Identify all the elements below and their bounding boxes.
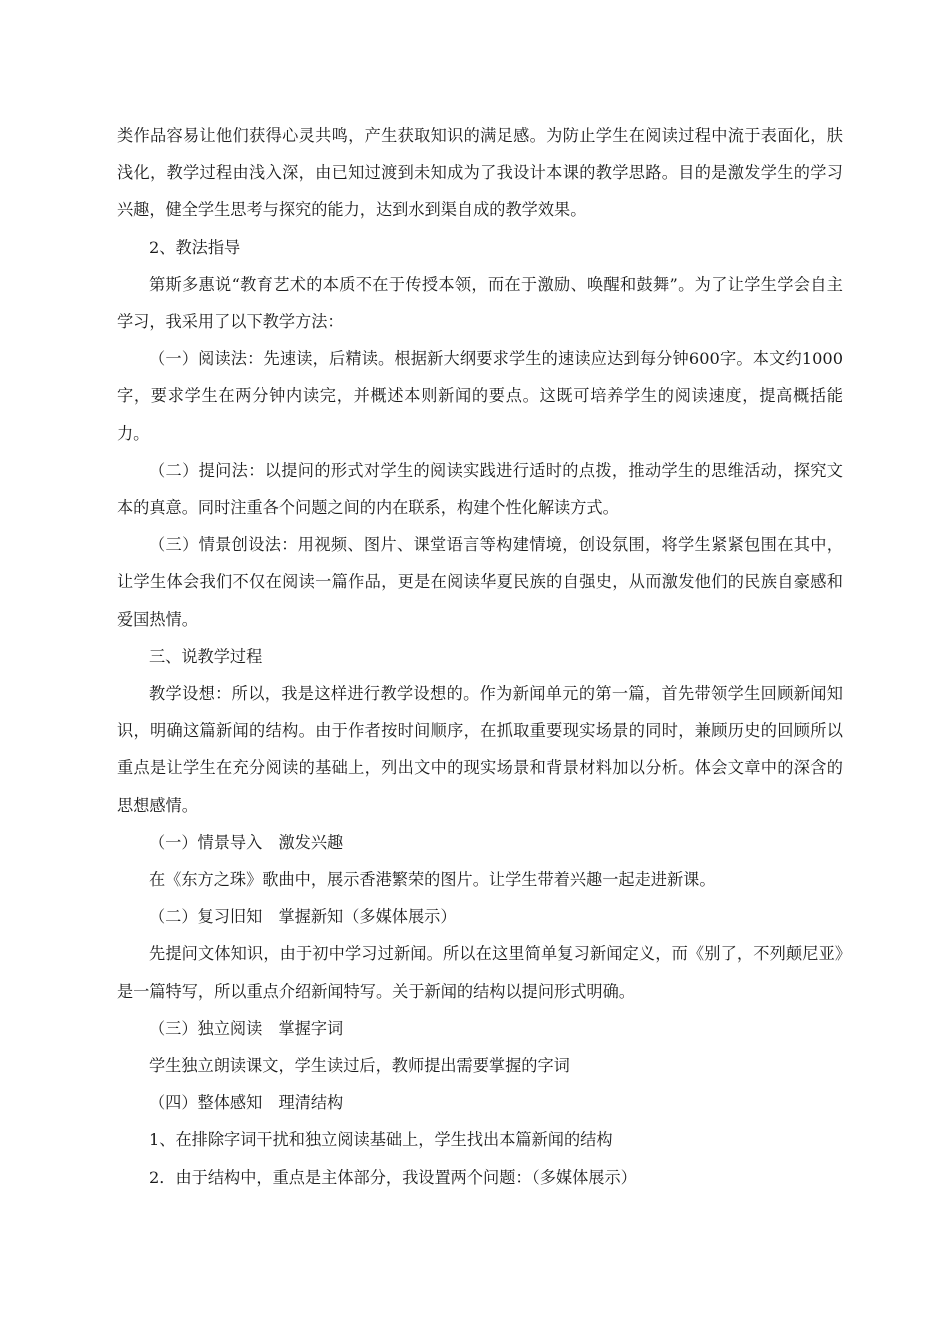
- paragraph-teaching-idea: 教学设想：所以，我是这样进行教学设想的。作为新闻单元的第一篇，首先带领学生回顾新闻知识，明确这篇新闻的结构。由于作者按时间顺序，在抓取重要现实场景的同时，兼顾历史的回顾所以重点是让学生在充分阅读的基础上，列出文中的现实场景和背景材料加以分析。体会文章中的深含的思想感情。: [117, 684, 843, 815]
- document-body: [117, 117, 843, 1196]
- section-heading-teaching-process: 三、说教学过程: [149, 646, 263, 666]
- step-body-2: 先提问文体知识，由于初中学习过新闻。所以在这里简单复习新闻定义，而《别了，不列颠尼亚》是一篇特写，所以重点介绍新闻特写。关于新闻的结构以提问形式明确。: [117, 944, 843, 1001]
- step-body-3: 学生独立朗读课文，学生读过后，教师提出需要掌握的字词: [149, 1056, 570, 1076]
- step-heading-4: （四）整体感知 理清结构: [149, 1093, 344, 1113]
- step-body-4-item-2: 2．由于结构中，重点是主体部分，我设置两个问题：（多媒体展示）: [149, 1167, 637, 1187]
- section-heading-teaching-method: 2、教法指导: [149, 237, 241, 257]
- method-reading: （一）阅读法：先速读，后精读。根据新大纲要求学生的速读应达到每分钟600字。本文约1000字，要求学生在两分钟内读完，并概述本则新闻的要点。这既可培养学生的阅读速度，提高概括能力。: [117, 349, 843, 443]
- step-body-4-item-1: 1、在排除字词干扰和独立阅读基础上，学生找出本篇新闻的结构: [149, 1130, 613, 1150]
- method-questioning: （二）提问法：以提问的形式对学生的阅读实践进行适时的点拨，推动学生的思维活动，探究文本的真意。同时注重各个问题之间的内在联系，构建个性化解读方式。: [117, 460, 843, 518]
- step-body-1: 在《东方之珠》歌曲中，展示香港繁荣的图片。让学生带着兴趣一起走进新课。: [149, 870, 716, 890]
- step-heading-1: （一）情景导入 激发兴趣: [149, 832, 344, 852]
- step-heading-3: （三）独立阅读 掌握字词: [149, 1018, 344, 1038]
- paragraph-continuation: 类作品容易让他们获得心灵共鸣，产生获取知识的满足感。为防止学生在阅读过程中流于表面化，肤浅化，教学过程由浅入深，由已知过渡到未知成为了我设计本课的教学思路。目的是激发学生的学习兴趣，健全学生思考与探究的能力，达到水到渠自成的教学效果。: [117, 126, 843, 220]
- method-scenario: （三）情景创设法：用视频、图片、课堂语言等构建情境，创设氛围，将学生紧紧包围在其中，让学生体会我们不仅在阅读一篇作品，更是在阅读华夏民族的自强史，从而激发他们的民族自豪感和爱国热情。: [117, 535, 843, 629]
- paragraph-diesterweg-quote: 第斯多惠说“教育艺术的本质不在于传授本领，而在于激励、唤醒和鼓舞”。为了让学生学会自主学习，我采用了以下教学方法：: [117, 274, 843, 332]
- step-heading-2: （二）复习旧知 掌握新知（多媒体展示）: [149, 907, 457, 927]
